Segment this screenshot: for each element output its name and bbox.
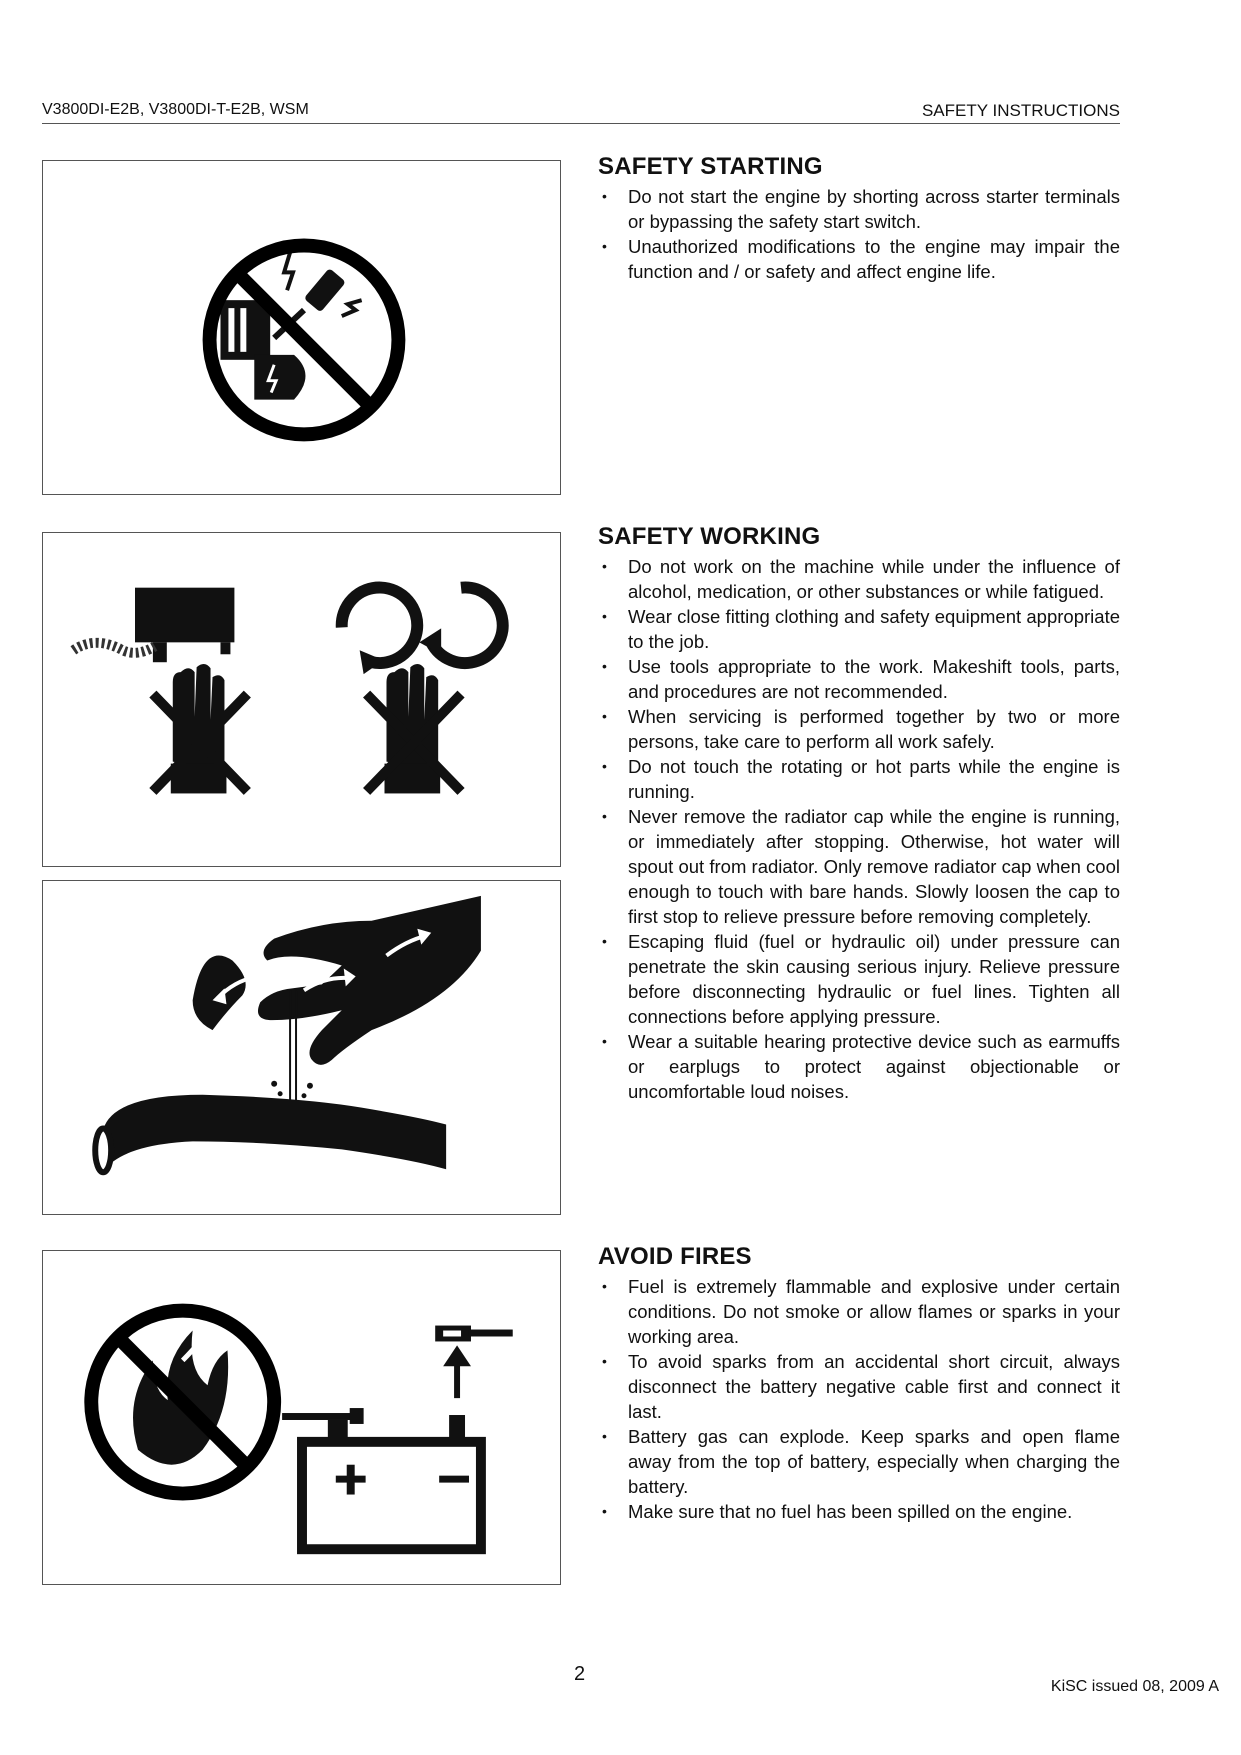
figure-avoid-fires	[42, 1250, 561, 1585]
list-item: • Wear close fitting clothing and safety equipment appropriate to the job.	[602, 606, 1120, 652]
list-item: • Do not start the engine by shorting across starter terminals or bypassing the safety start switch.	[602, 186, 1120, 232]
list-item: • Unauthorized modifications to the engine may impair the function and / or safety and affect engine life.	[602, 236, 1120, 282]
figure-safety-working-1	[42, 532, 561, 867]
list-item: • Fuel is extremely flammable and explosive under certain conditions. Do not smoke or allow flames or sparks in your working area.	[602, 1276, 1120, 1347]
document-id: V3800DI-E2B, V3800DI-T-E2B, WSM	[42, 101, 309, 118]
section-title: SAFETY WORKING	[598, 523, 821, 550]
bullet-list	[598, 554, 1120, 1104]
section-avoid-fires	[598, 1242, 1120, 1524]
list-item: • Do not work on the machine while under the influence of alcohol, medication, or other substances or while fatigued.	[602, 556, 1120, 602]
high-pressure-fluid-hand-icon	[43, 881, 560, 1214]
list-item: • Make sure that no fuel has been spilled on the engine.	[602, 1501, 1073, 1522]
list-item: • Wear a suitable hearing protective device such as earmuffs or earplugs to protect against objectionable or uncomfortable loud noises.	[602, 1031, 1120, 1102]
bullet-list	[598, 1274, 1120, 1524]
list-item: • When servicing is performed together by two or more persons, take care to perform all work safely.	[602, 706, 1120, 752]
section-title: AVOID FIRES	[598, 1243, 752, 1270]
figure-safety-working-2	[42, 880, 561, 1215]
section-header-title: SAFETY INSTRUCTIONS	[921, 101, 1120, 120]
figure-safety-starting	[42, 160, 561, 495]
no-touch-hot-rotating-parts-icon	[43, 533, 560, 866]
list-item: • Never remove the radiator cap while the engine is running, or immediately after stopping. Otherwise, hot water will spout out from radiator. Only remove radiator cap when cool enough to touch with bare hands. Slowly loosen the cap to first stop to relieve pressure before removing completely.	[602, 806, 1120, 927]
bullet-list	[598, 184, 1120, 284]
list-item: • Use tools appropriate to the work. Makeshift tools, parts, and procedures are not recommended.	[602, 656, 1120, 702]
section-safety-starting	[598, 152, 1120, 284]
header-rule	[42, 123, 1120, 124]
no-short-circuit-start-icon	[43, 161, 560, 494]
issue-info: KiSC issued 08, 2009 A	[1050, 1678, 1219, 1695]
list-item: • Escaping fluid (fuel or hydraulic oil) under pressure can penetrate the skin causing serious injury. Relieve pressure before disconnecting hydraulic or fuel lines. Tighten all connections before applying pressure.	[602, 931, 1120, 1027]
section-title: SAFETY STARTING	[598, 153, 823, 180]
list-item: • Battery gas can explode. Keep sparks and open flame away from the top of battery, especially when charging the battery.	[602, 1426, 1120, 1497]
list-item: • To avoid sparks from an accidental short circuit, always disconnect the battery negative cable first and connect it last.	[602, 1351, 1120, 1422]
battery-disconnect-icon	[282, 1326, 513, 1550]
section-safety-working	[598, 522, 1120, 1104]
list-item: • Do not touch the rotating or hot parts while the engine is running.	[602, 756, 1120, 802]
fire-and-battery-icons	[43, 1251, 560, 1584]
page-number: 2	[574, 1663, 586, 1685]
no-fire-icon	[91, 1311, 274, 1494]
